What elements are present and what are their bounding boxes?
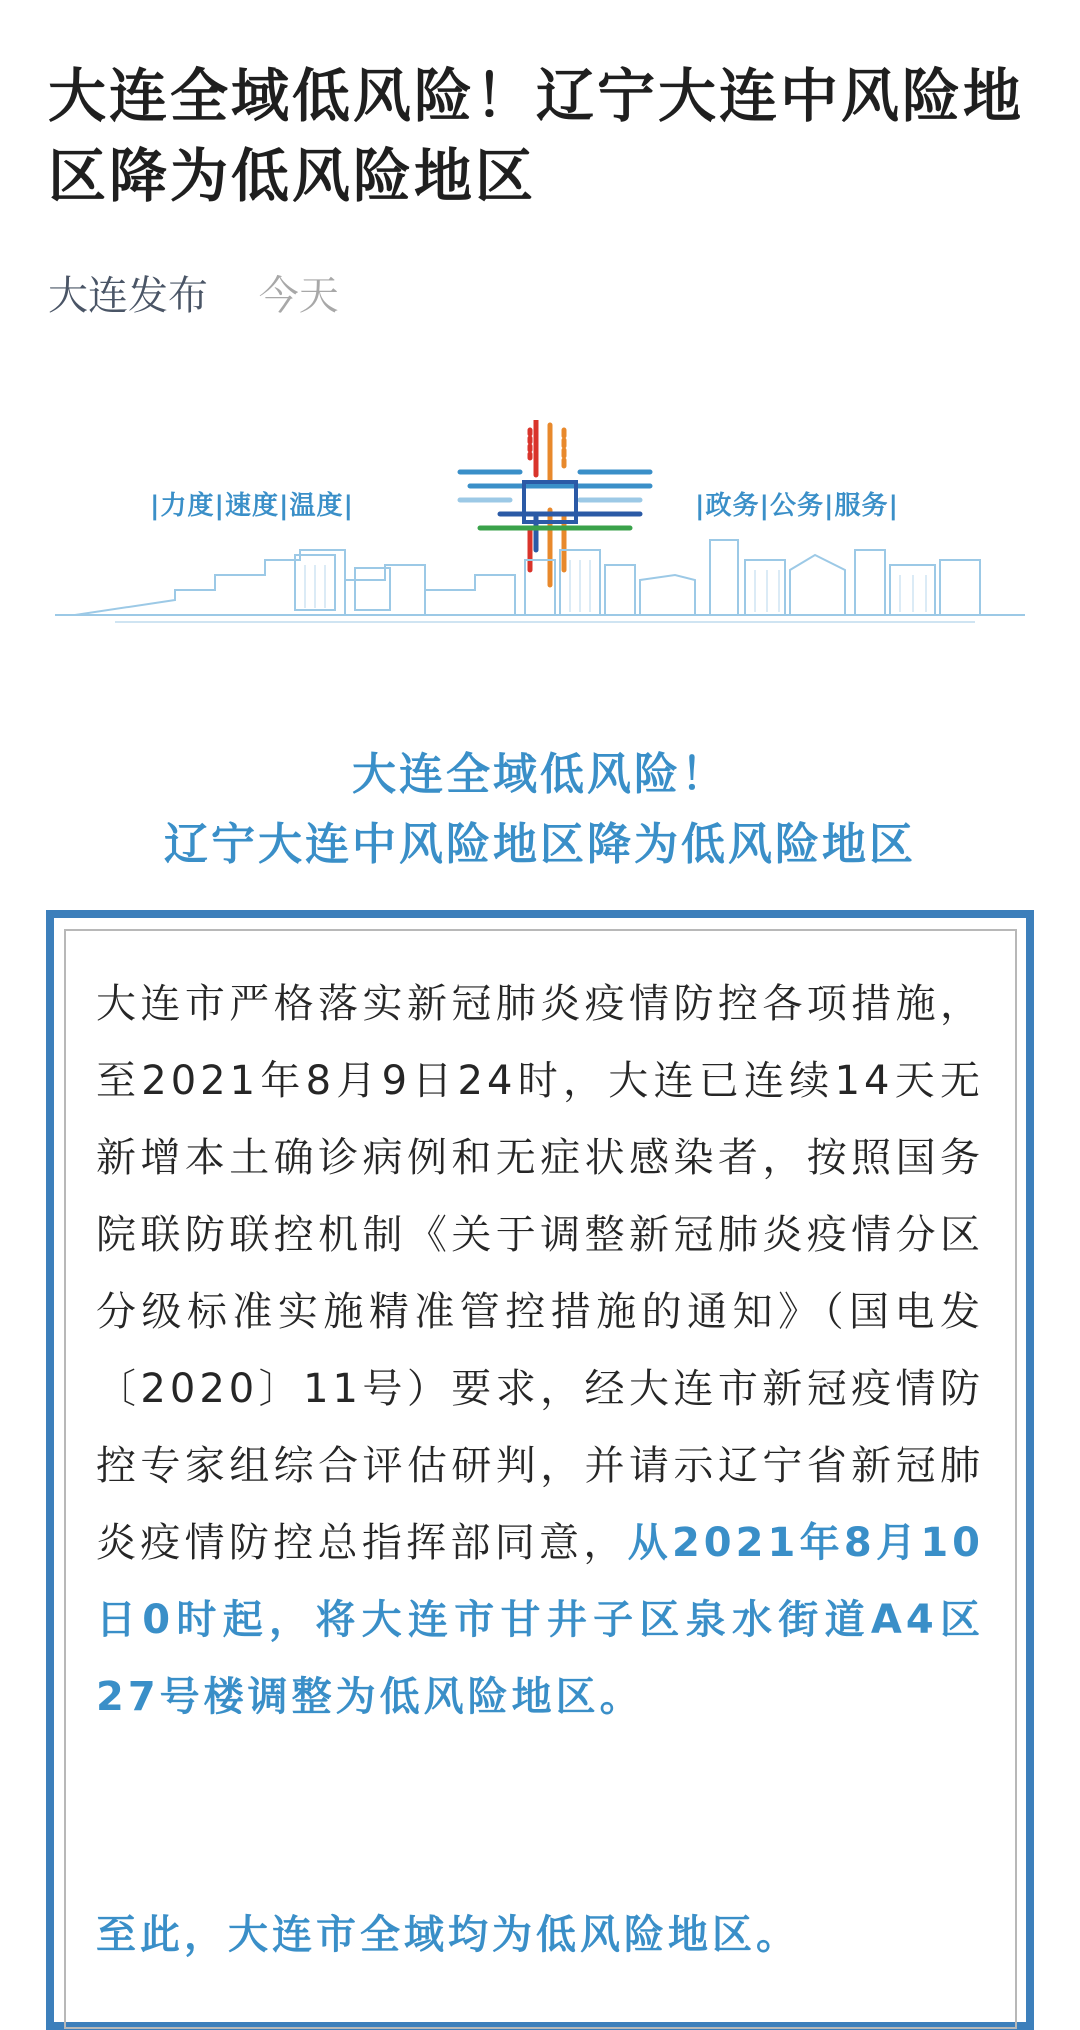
headline-line-1: 大连全域低风险！: [352, 749, 728, 800]
notice-conclusion: 至此，大连市全域均为低风险地区。: [96, 1912, 800, 1958]
article-meta: [48, 268, 339, 324]
banner-image: [55, 410, 1025, 650]
banner-left-slogan: |力度|速度|温度|: [150, 491, 354, 521]
headline-line-2: 辽宁大连中风险地区降为低风险地区: [164, 819, 916, 870]
article-title: 大连全域低风险！辽宁大连中风险地区降为低风险地区: [48, 62, 1025, 210]
banner-right-slogan: |政务|公务|服务|: [695, 491, 899, 521]
account-name-link[interactable]: 大连发布: [48, 273, 208, 319]
notice-body-highlight: 从2021年8月10日0时起，将大连市甘井子区泉水街道A4区27号楼调整为低风险地区。: [96, 1520, 985, 1720]
publish-date: 今天: [258, 273, 339, 319]
notice-body: [96, 966, 984, 1736]
city-skyline-icon: [55, 520, 1025, 650]
headline: [0, 740, 1080, 880]
notice-body-plain: 大连市严格落实新冠肺炎疫情防控各项措施，至2021年8月9日24时，大连已连续14天无新增本土确诊病例和无症状感染者，按照国务院联防联控机制《关于调整新冠肺炎疫情分区分级标准实施精准管控措施的通知》（国电发〔2020〕11号）要求，经大连市新冠疫情防控专家组综合评估研判，并请示辽宁省新冠肺炎疫情防控总指挥部同意，: [96, 981, 984, 1566]
